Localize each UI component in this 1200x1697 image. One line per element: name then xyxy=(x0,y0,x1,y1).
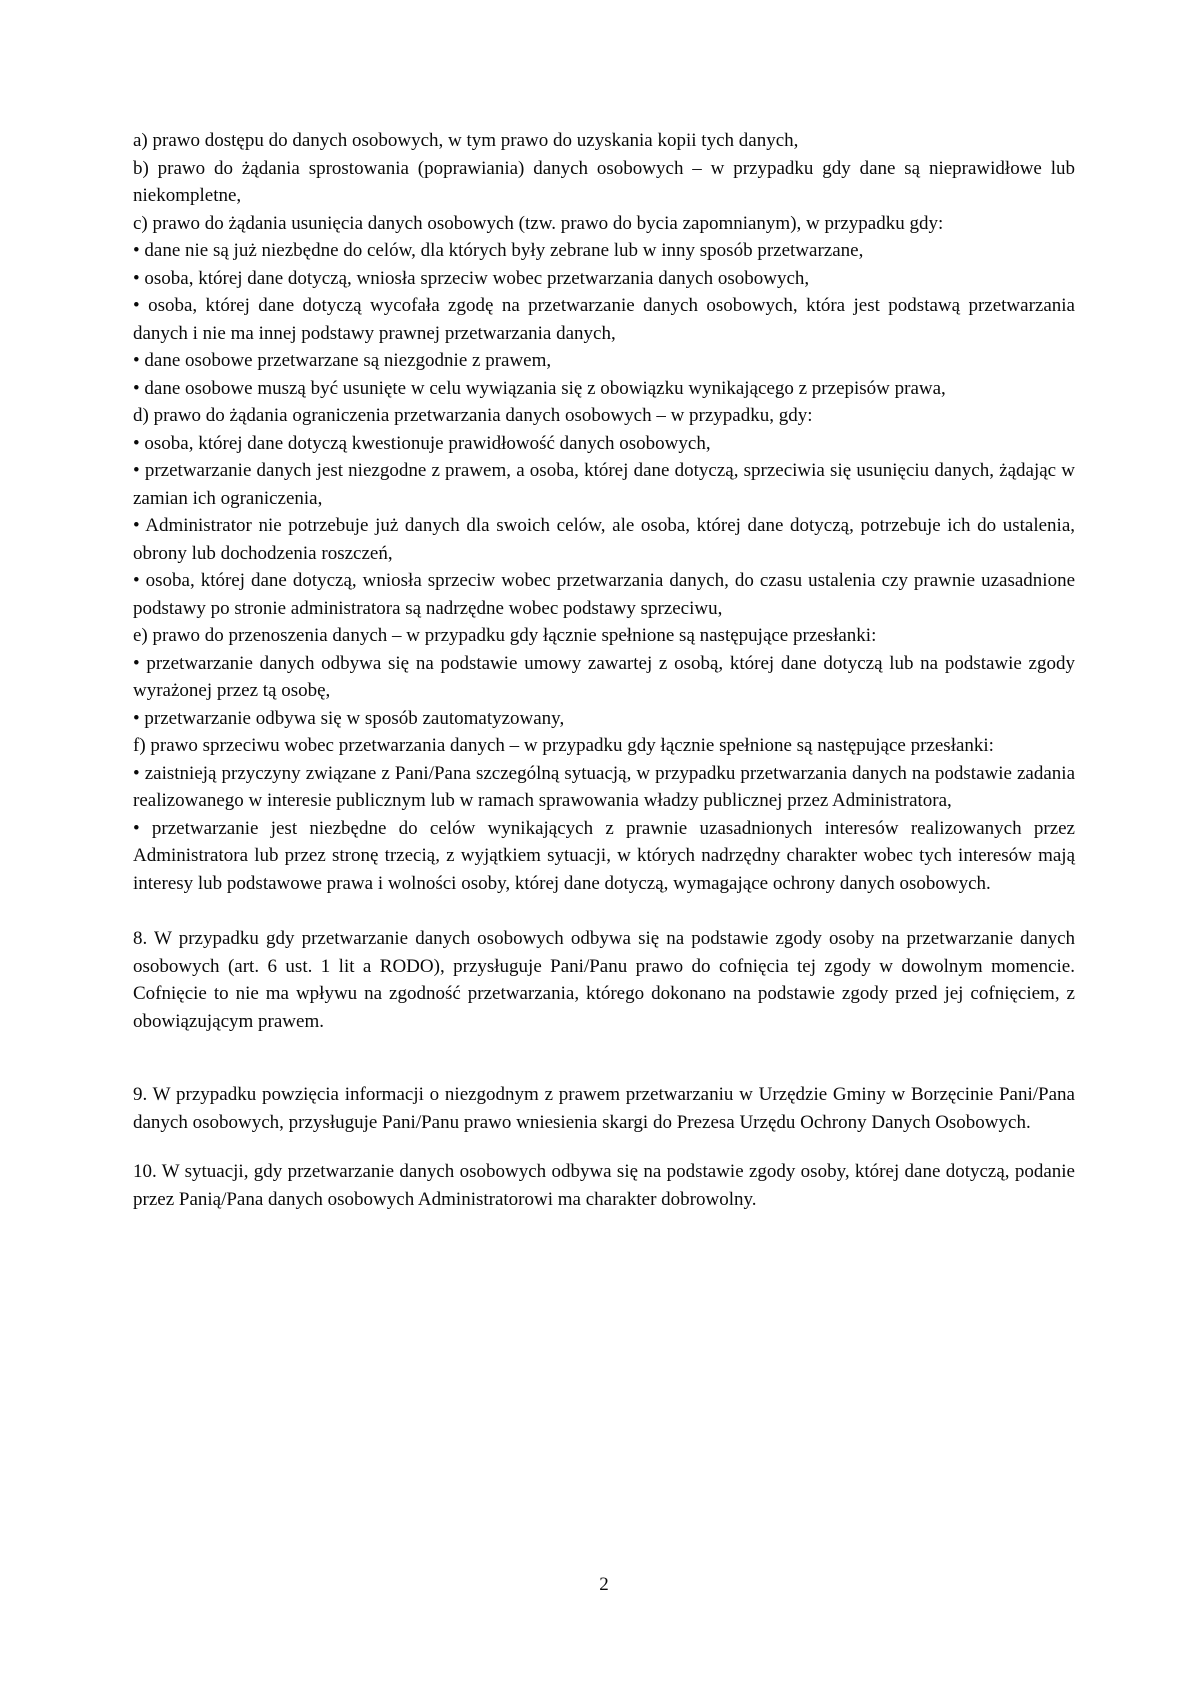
lettered-item: b) prawo do żądania sprostowania (poprawiania) danych osobowych – w przypadku gdy dane są nieprawidłowe lub niekompletne, xyxy=(133,157,1075,206)
bullet-item: • dane nie są już niezbędne do celów, dla których były zebrane lub w inny sposób przetwarzane, xyxy=(133,240,864,261)
bullet-icon: • xyxy=(133,267,145,289)
numbered-paragraph: 9. W przypadku powzięcia informacji o niezgodnym z prawem przetwarzaniu w Urzędzie Gminy w Borzęcinie Pani/Pana danych osobowych, przysługuje Pani/Panu prawo wniesienia skargi do Prezesa Urzędu Ochrony Danych Osobowych. xyxy=(133,1084,1075,1133)
bullet-item: • osoba, której dane dotyczą wycofała zgodę na przetwarzanie danych osobowych, która jest podstawą przetwarzania danych i nie ma innej podstawy prawnej przetwarzania danych, xyxy=(133,295,1075,344)
bullet-icon: • xyxy=(133,707,145,729)
bullet-icon: • xyxy=(133,377,145,399)
bullet-item: • osoba, której dane dotyczą, wniosła sprzeciw wobec przetwarzania danych osobowych, xyxy=(133,267,810,289)
bullet-icon: • xyxy=(133,350,145,371)
bullet-item: • przetwarzanie jest niezbędne do celów wynikających z prawnie uzasadnionych interesów realizowanych przez Administratora lub przez stronę trzecią, z wyjątkiem sytuacji, w których nadrzędny charakter wobec tych interesów mają interesy lub podstawowe prawa i wolności osoby, której dane dotyczą, wymagające ochrony danych osobowych. xyxy=(133,817,1075,894)
bullet-item: • dane osobowe przetwarzane są niezgodnie z prawem, xyxy=(133,350,552,371)
bullet-icon: • xyxy=(133,652,147,674)
bullet-item: • zaistnieją przyczyny związane z Pani/Pana szczególną sytuacją, w przypadku przetwarzania danych na podstawie zadania realizowanego w interesie publicznym lub w ramach sprawowania władzy publicznej przez Administratora, xyxy=(133,762,1076,811)
bullet-icon: • xyxy=(133,295,149,316)
bullet-icon: • xyxy=(133,515,146,536)
bullet-icon: • xyxy=(133,570,146,591)
bullet-item: • przetwarzanie danych jest niezgodne z prawem, a osoba, której dane dotyczą, sprzeciwia się usunięciu danych, żądając w zamian ich ograniczenia, xyxy=(133,460,1075,509)
bullet-icon: • xyxy=(133,460,145,481)
bullet-icon: • xyxy=(133,762,145,784)
lettered-item: f) prawo sprzeciwu wobec przetwarzania danych – w przypadku gdy łącznie spełnione są następujące przesłanki: xyxy=(133,735,994,756)
numbered-paragraph: 10. W sytuacji, gdy przetwarzanie danych osobowych odbywa się na podstawie zgody osoby, której dane dotyczą, podanie przez Panią/Pana danych osobowych Administratorowi ma charakter dobrowolny. xyxy=(133,1161,1075,1210)
bullet-icon: • xyxy=(133,432,145,454)
bullet-item: • Administrator nie potrzebuje już danych dla swoich celów, ale osoba, której dane dotyczą, potrzebuje ich do ustalenia, obrony lub dochodzenia roszczeń, xyxy=(133,515,1076,564)
bullet-item: • osoba, której dane dotyczą kwestionuje prawidłowość danych osobowych, xyxy=(133,432,711,454)
lettered-item: c) prawo do żądania usunięcia danych osobowych (tzw. prawo do bycia zapomnianym), w przypadku gdy: xyxy=(133,212,944,234)
numbered-paragraph: 8. W przypadku gdy przetwarzanie danych osobowych odbywa się na podstawie zgody osoby na przetwarzanie danych osobowych (art. 6 ust. 1 lit a RODO), przysługuje Pani/Panu prawo do cofnięcia tej zgody w dowolnym momencie. Cofnięcie to nie ma wpływu na zgodność przetwarzania, którego dokonano na podstawie zgody przed jej cofnięciem, z obowiązującym prawem. xyxy=(133,928,1075,1032)
document-body xyxy=(133,127,1075,1213)
bullet-item: • przetwarzanie odbywa się w sposób zautomatyzowany, xyxy=(133,707,565,729)
lettered-item: a) prawo dostępu do danych osobowych, w tym prawo do uzyskania kopii tych danych, xyxy=(133,130,799,151)
page-number: 2 xyxy=(599,1574,609,1595)
bullet-item: • dane osobowe muszą być usunięte w celu wywiązania się z obowiązku wynikającego z przepisów prawa, xyxy=(133,377,946,399)
bullet-icon: • xyxy=(133,240,145,261)
bullet-item: • osoba, której dane dotyczą, wniosła sprzeciw wobec przetwarzania danych, do czasu ustalenia czy prawnie uzasadnione podstawy po stronie administratora są nadrzędne wobec podstawy sprzeciwu, xyxy=(133,570,1076,619)
bullet-item: • przetwarzanie danych odbywa się na podstawie umowy zawartej z osobą, której dane dotyczą lub na podstawie zgody wyrażonej przez tą osobę, xyxy=(133,652,1075,701)
bullet-icon: • xyxy=(133,817,152,839)
lettered-item: e) prawo do przenoszenia danych – w przypadku gdy łącznie spełnione są następujące przesłanki: xyxy=(133,625,877,646)
lettered-item: d) prawo do żądania ograniczenia przetwarzania danych osobowych – w przypadku, gdy: xyxy=(133,405,813,426)
